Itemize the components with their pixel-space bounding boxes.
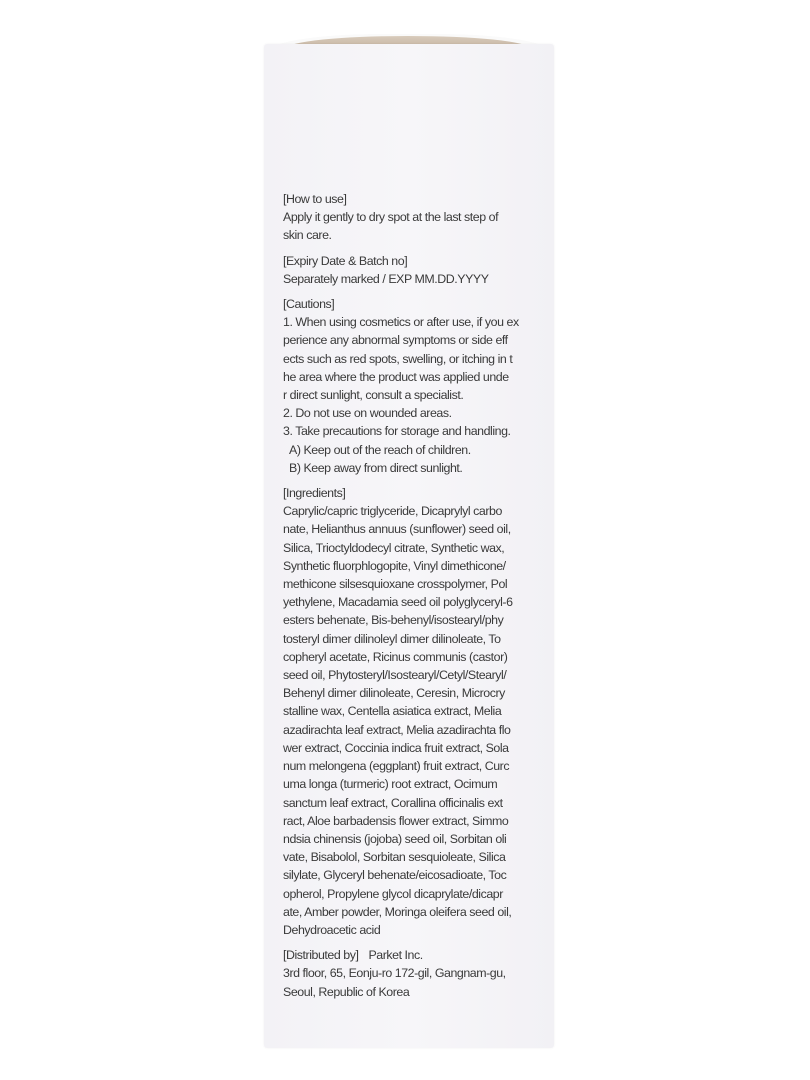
ingredient-line: methicone silsesquioxane crosspolymer, Pol [283,577,508,592]
ingredient-line: tosteryl dimer dilinoleyl dimer dilinoleate, To [283,631,501,646]
cautions-section [283,295,545,477]
expiry-section [283,252,545,288]
section-heading: [Expiry Date & Batch no] [283,253,408,268]
ingredient-line: nate, Helianthus annuus (sunflower) seed oil, [283,522,511,537]
ingredient-line: stalline wax, Centella asiatica extract, Melia [283,704,502,719]
ingredient-line: vate, Bisabolol, Sorbitan sesquioleate, Silica [283,850,506,865]
text-line: 3. Take precautions for storage and handling. [283,424,511,439]
ingredient-line: ndsia chinensis (jojoba) seed oil, Sorbitan oli [283,831,507,846]
ingredient-line: azadirachta leaf extract, Melia azadirachta flo [283,722,511,737]
section-heading: [Ingredients] [283,486,346,501]
ingredient-line: copheryl acetate, Ricinus communis (castor) [283,649,508,664]
distributor-name: Parket Inc. [368,948,423,963]
ingredient-line: Synthetic fluorphlogopite, Vinyl dimethicone/ [283,558,506,573]
ingredient-line: Caprylic/capric triglyceride, Dicaprylyl carbo [283,504,502,519]
label-text [283,190,545,1008]
ingredients-list [283,502,545,939]
ingredient-line: seed oil, Phytosteryl/Isostearyl/Cetyl/Stearyl/ [283,668,507,683]
text-line: perience any abnormal symptoms or side eff [283,333,508,348]
text-line: r direct sunlight, consult a specialist. [283,388,464,403]
section-heading: [Cautions] [283,297,335,312]
how-to-use-section [283,190,545,245]
text-line: ects such as red spots, swelling, or itching in t [283,351,513,366]
ingredients-section [283,484,545,939]
text-line: Seoul, Republic of Korea [283,984,410,999]
section-heading: [How to use] [283,192,347,206]
ingredient-line: sanctum leaf extract, Corallina officinalis ext [283,795,503,810]
ingredient-line: opherol, Propylene glycol dicaprylate/dicapr [283,886,503,901]
text-line: A) Keep out of the reach of children. [289,442,471,457]
text-line: 1. When using cosmetics or after use, if you ex [283,315,519,330]
ingredient-line: uma longa (turmeric) root extract, Ocimum [283,777,498,792]
section-heading: [Distributed by] [283,948,359,963]
ingredient-line: yethylene, Macadamia seed oil polyglyceryl-6 [283,595,513,610]
text-line: B) Keep away from direct sunlight. [289,460,463,475]
ingredient-line: wer extract, Coccinia indica fruit extract, Sola [283,740,509,755]
ingredient-line: esters behenate, Bis-behenyl/isostearyl/phy [283,613,504,628]
ingredient-line: Silica, Trioctyldodecyl citrate, Synthetic wax, [283,540,505,555]
ingredient-line: num melongena (eggplant) fruit extract, Curc [283,759,510,774]
text-line: Separately marked / EXP MM.DD.YYYY [283,271,489,286]
text-line: Apply it gently to dry spot at the last step of [283,210,499,225]
text-line: skin care. [283,228,332,243]
text-line: 3rd floor, 65, Eonju-ro 172-gil, Gangnam-gu, [283,966,506,981]
ingredient-line: ate, Amber powder, Moringa oleifera seed oil, [283,904,512,919]
ingredient-line: Dehydroacetic acid [283,922,381,937]
distributor-heading-line [283,946,545,964]
ingredient-line: ract, Aloe barbadensis flower extract, Simmo [283,813,509,828]
ingredient-line: silylate, Glyceryl behenate/eicosadioate, Toc [283,868,507,883]
text-line: 2. Do not use on wounded areas. [283,406,452,421]
text-line: he area where the product was applied unde [283,369,509,384]
ingredient-line: Behenyl dimer dilinoleate, Ceresin, Microcry [283,686,505,701]
distributor-section [283,946,545,1001]
